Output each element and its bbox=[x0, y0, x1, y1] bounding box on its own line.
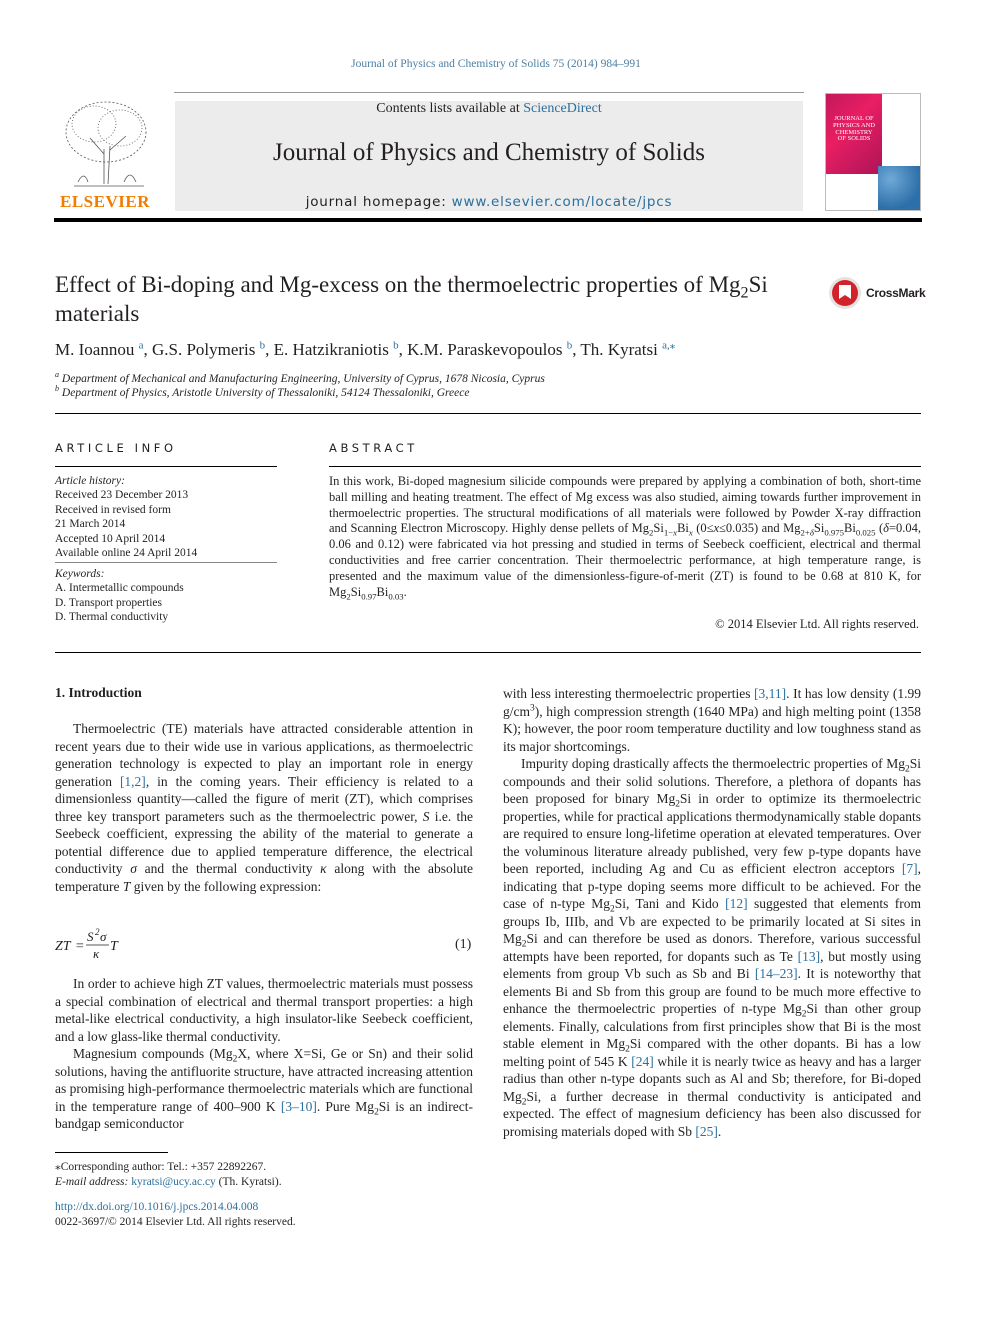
citation-link[interactable]: [14–23] bbox=[754, 966, 798, 981]
abstract-bottom-rule bbox=[55, 652, 921, 653]
journal-title: Journal of Physics and Chemistry of Solids bbox=[273, 139, 705, 166]
homepage-link[interactable]: www.elsevier.com/locate/jpcs bbox=[451, 194, 673, 210]
footnote-rule bbox=[55, 1152, 168, 1153]
author-name[interactable]: K.M. Paraskevopoulos bbox=[407, 340, 563, 359]
citation-link[interactable]: [3,11] bbox=[754, 686, 787, 701]
abstract-rule bbox=[329, 466, 921, 467]
citation-link[interactable]: [7] bbox=[901, 861, 918, 876]
citation-link[interactable]: [3–10] bbox=[280, 1098, 317, 1114]
abstract-copyright: © 2014 Elsevier Ltd. All rights reserved. bbox=[715, 617, 919, 631]
contents-prefix: Contents lists available at bbox=[376, 101, 524, 116]
article-info-rule bbox=[55, 466, 277, 467]
svg-text:σ: σ bbox=[100, 929, 107, 944]
affiliation-b: $^b$ Department of Physics, Aristotle University of Thessaloniki, 54124 Thessaloniki, Greece bbox=[55, 384, 470, 399]
sciencedirect-link[interactable]: ScienceDirect bbox=[523, 101, 602, 116]
intro-paragraph-2-3: In order to achieve high ZT values, thermoelectric materials must possess a special combination of electrical and thermal transport properties: a high metal-like electrical conductivity, a high insulator-like Seebeck coefficient, and a low glass-like thermal conductivity. Magnesium compounds ($Mg_2X$, where X=Si, Ge or Sn) and their solid solutions, having the antifluorite structure, have attracted increasing attention as promising high-performance thermoelectric materials which are functional in the temperature range of 400–900 K [3–10]. Pure $Mg_2Si$ is an indirect-bandgap semiconductor bbox=[55, 976, 474, 1131]
citation-link[interactable]: [1,2] bbox=[119, 773, 146, 789]
article-info-heading: ARTICLE INFO bbox=[55, 441, 177, 455]
author-name[interactable]: M. Ioannou bbox=[55, 340, 135, 359]
author-affil-mark[interactable]: b bbox=[259, 339, 266, 352]
cover-title: JOURNAL OF PHYSICS AND CHEMISTRY OF SOLIDS bbox=[832, 115, 876, 143]
corresponding-author-footnote: ⁎Corresponding author: Tel.: +357 22892267. E-mail address: kyratsi@ucy.ac.cy (Th. Kyratsi). bbox=[55, 1161, 282, 1188]
abstract-text: In this work, Bi-doped magnesium silicide compounds were prepared by applying a combination of both, short-time ball milling and heating treatment. The effect of Mg excess was also studied, aiming towards further improvement in thermoelectric properties. The structural modifications of all materials were followed by Powder X-ray diffraction and Scanning Electron Microscopy. Highly dense pellets of $Mg_2Si_{1-x}Bi_x$ (0≤x≤0.035) and $Mg_{2+\delta}Si_{0.975}Bi_{0.025}$ (δ=0.04, 0.06 and 0.12) were fabricated via hot pressing and studied in terms of Seebeck coefficient, electrical and thermal conductivities and free carrier concentration. Their thermoelectric performance, at high temperature range, is presented and the maximum value of the dimensionless-figure-of-merit (ZT) is found to be 0.68 at 810 K, for $Mg_2Si_{0.97}Bi_{0.03}$. bbox=[329, 474, 922, 602]
author-affil-mark[interactable]: b bbox=[393, 339, 399, 352]
citation-link[interactable]: [25] bbox=[695, 1123, 718, 1139]
journal-reference[interactable]: Journal of Physics and Chemistry of Solids 75 (2014) 984–991 bbox=[351, 58, 641, 70]
intro-right-column: with less interesting thermoelectric properties [3,11]. It has low density (1.99 $g/cm^3$), high compression strength (1640 MPa) and high melting point (1358 K); however, the poor room temperature ductility and low toughness stand as its major shortcomings. Impurity doping drastically affects the thermoelectric properties of $Mg_2Si$ compounds and their solid solutions. Therefore, a plethora of dopants has been proposed for binary $Mg_2Si$ in order to optimize its thermoelectric properties, while for practical applications thermodynamically stable dopants are required to ensure long-lifetime operation at elevated temperatures. Over the voluminous literature already published, very few p-type dopants have been reported, including Ag and Cu as efficient electron acceptors [7], indicating that p-type doping seems more difficult to be achieved. For the case of n-type $Mg_2Si$, Tani and Kido [12] suggested that elements from groups Ib, IIIb, and Vb are expected to be primarily located at Si sites in $Mg_2Si$ and can therefore be used as donors. Therefore, various successful attempts have been reported, for dopants such as Te [13], but mostly using elements from group Vb such as Sb and Bi [14–23]. It is noteworthy that elements Bi and Sb from this group are found to be much more effective to enhance the thermoelectric properties of n-type $Mg_2Si$ than other group elements. Finally, calculations from first principles show that Bi is the most stable element in $Mg_2Si$ compared with the other dopants. Bi has a low melting point of 545 K [24] while it is nearly twice as heavy and has a larger radius than other n-type dopants such as Al and Sb; therefore, for Bi-doped $Mg_2Si$, a further decrease in thermal conductivity is anticipated and expected. The effect of magnesium deficiency has been also discussed for promising materials doped with Sb [25]. bbox=[503, 686, 921, 1139]
equation-zt bbox=[55, 927, 473, 961]
keyword-item: A. Intermetallic compounds bbox=[55, 582, 184, 595]
keywords-label: Keywords: bbox=[55, 568, 105, 580]
keywords bbox=[55, 567, 184, 625]
author-affil-mark[interactable]: a,⁎ bbox=[662, 339, 676, 352]
cover-blue-panel bbox=[878, 166, 920, 210]
intro-paragraph-1: Thermoelectric (TE) materials have attracted considerable attention in recent years due to their wide use in various applications, as thermoelectric generation technology is expected to play an important role in energy generation [1,2], in the coming years. Their efficiency is related to a dimensionless quantity—called the figure of merit (ZT), which comprises three key transport parameters such as the thermoelectric power, S i.e. the Seebeck coefficient, expressing the ability of the material to generate a potential difference due to applied temperature difference, the electrical conductivity σ and the thermal conductivity κ along with the absolute temperature T given by the following expression: bbox=[55, 721, 473, 894]
issn-copyright: 0022-3697/© 2014 Elsevier Ltd. All rights reserved. bbox=[55, 1216, 296, 1228]
keyword-item: D. Transport properties bbox=[55, 596, 163, 609]
publisher-logo-text: ELSEVIER bbox=[60, 192, 150, 211]
history-label: Article history: bbox=[55, 475, 125, 487]
svg-text:=: = bbox=[75, 939, 85, 954]
citation-link[interactable]: [24] bbox=[631, 1053, 654, 1069]
author-affil-mark[interactable]: b bbox=[566, 339, 573, 352]
equation-number: (1) bbox=[455, 937, 472, 952]
history-item: Available online 24 April 2014 bbox=[55, 547, 198, 560]
history-item: Received 23 December 2013 bbox=[55, 489, 189, 502]
affiliation-rule bbox=[55, 413, 921, 414]
affiliation-a: $^a$ Department of Mechanical and Manufacturing Engineering, University of Cyprus, 1678 Nicosia, Cyprus bbox=[55, 370, 545, 385]
author-name[interactable]: E. Hatzikraniotis bbox=[273, 340, 389, 359]
crossmark-label[interactable]: CrossMark bbox=[866, 286, 926, 300]
history-item: 21 March 2014 bbox=[55, 518, 126, 531]
journal-cover-thumbnail[interactable] bbox=[825, 93, 921, 211]
journal-homepage bbox=[175, 194, 803, 210]
author-list: M. Ioannou $^a$, G.S. Polymeris $^b$, E. Hatzikraniotis $^b$, K.M. Paraskevopoulos $^b$, Th. Kyratsi $^{a,⁎}$ bbox=[55, 339, 676, 359]
section-heading: 1. Introduction bbox=[55, 685, 142, 700]
author-name[interactable]: G.S. Polymeris bbox=[151, 340, 256, 359]
contents-line bbox=[175, 101, 803, 117]
keywords-rule bbox=[55, 562, 277, 563]
svg-text:T: T bbox=[110, 939, 118, 954]
header-thick-rule bbox=[54, 218, 922, 222]
email-link[interactable]: kyratsi@ucy.ac.cy bbox=[131, 1175, 216, 1188]
homepage-prefix: journal homepage: bbox=[305, 194, 452, 210]
svg-text:2: 2 bbox=[95, 927, 100, 937]
history-item: Accepted 10 April 2014 bbox=[55, 532, 166, 545]
svg-text:S: S bbox=[87, 929, 94, 944]
header-top-rule bbox=[174, 92, 804, 93]
corresponding-author-line: ⁎Corresponding author: Tel.: +357 22892267. bbox=[55, 1161, 267, 1173]
citation-link[interactable]: [13] bbox=[797, 948, 821, 964]
article-title: Effect of Bi-doping and Mg-excess on the thermoelectric properties of $Mg_2Si$ materials bbox=[55, 272, 768, 326]
doi-link[interactable]: http://dx.doi.org/10.1016/j.jpcs.2014.04.008 bbox=[55, 1201, 259, 1213]
history-item: Received in revised form bbox=[55, 503, 171, 516]
svg-text:κ: κ bbox=[93, 946, 100, 961]
article-history bbox=[55, 474, 197, 560]
keyword-item: D. Thermal conductivity bbox=[55, 611, 169, 624]
author-name[interactable]: Th. Kyratsi bbox=[580, 340, 658, 359]
abstract-heading: ABSTRACT bbox=[329, 441, 418, 455]
citation-link[interactable]: [12] bbox=[725, 896, 748, 911]
author-affil-mark[interactable]: a bbox=[138, 339, 144, 352]
svg-text:ZT: ZT bbox=[55, 939, 71, 954]
